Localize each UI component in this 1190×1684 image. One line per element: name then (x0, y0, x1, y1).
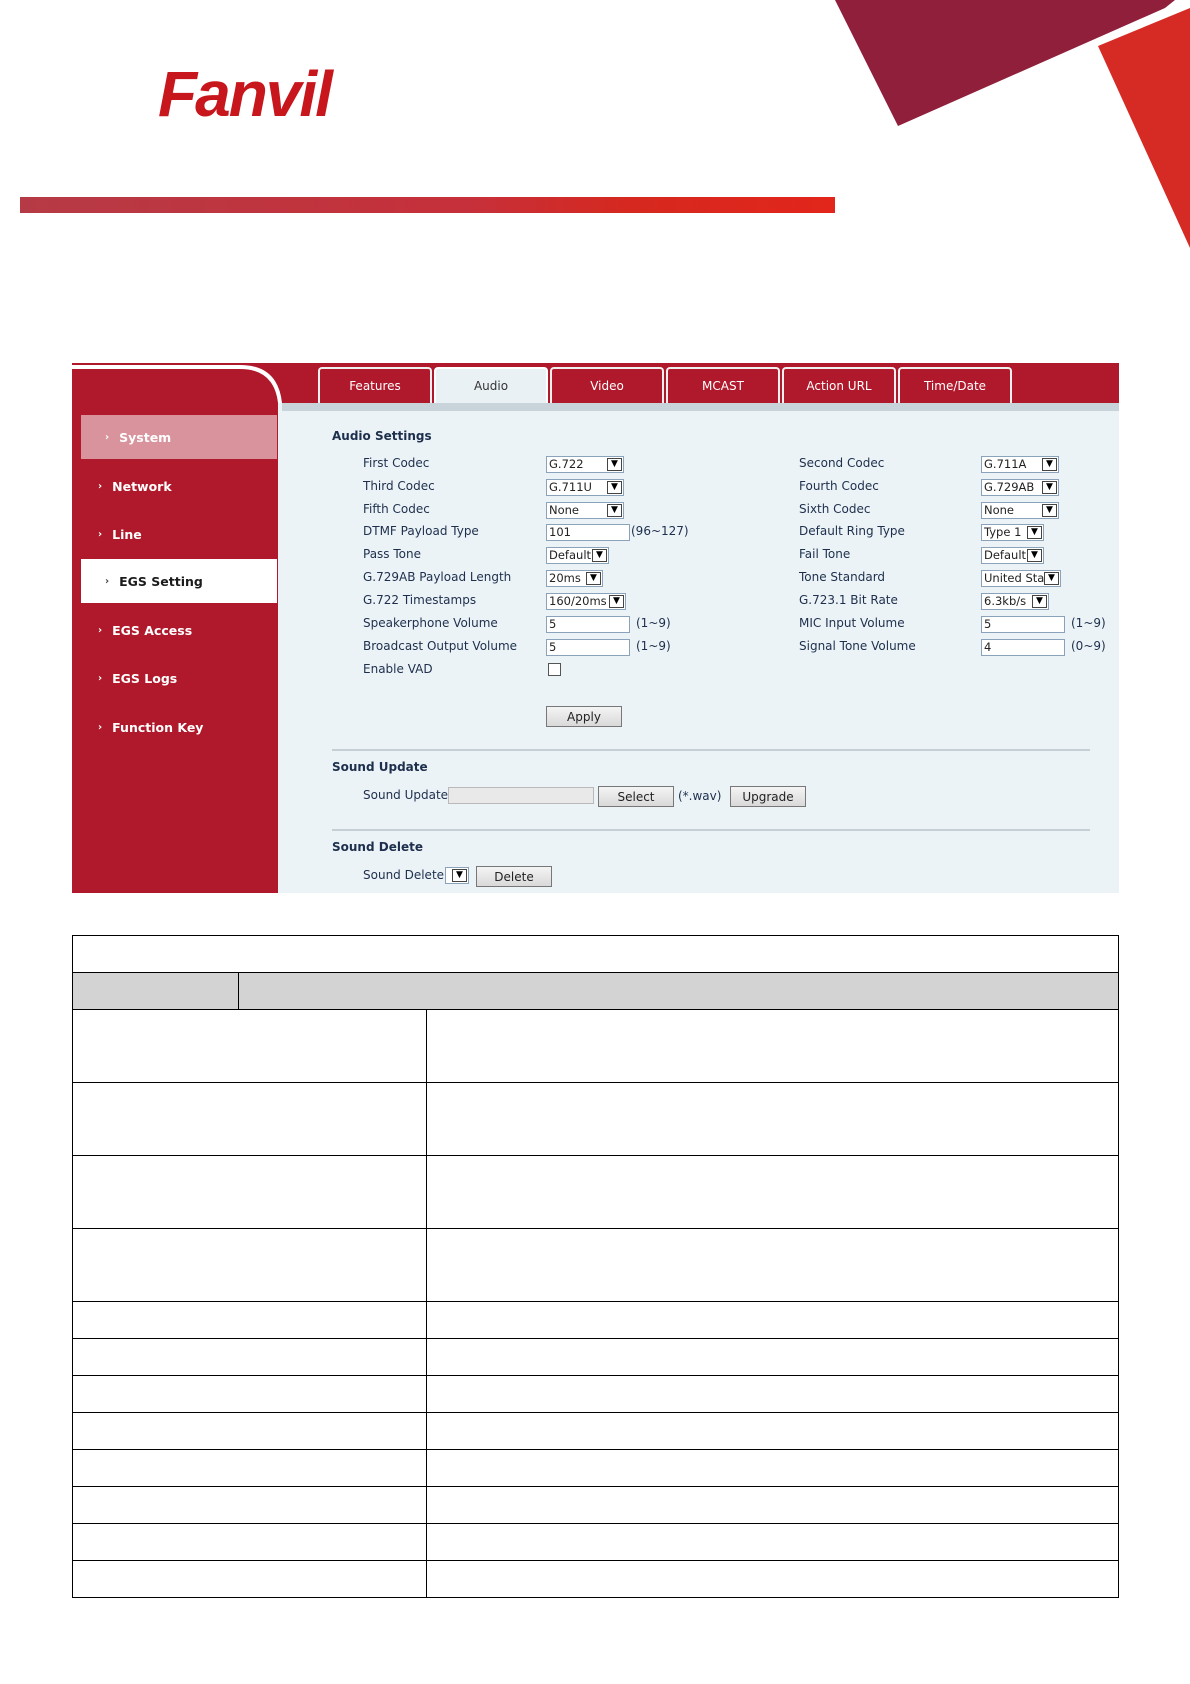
sidebar-item-label: Function Key (112, 719, 204, 735)
g729ab-length-value: 20ms (549, 571, 581, 585)
delete-button[interactable]: Delete (476, 866, 552, 887)
g7231-bitrate-select[interactable] (981, 593, 1049, 610)
third-codec-value: G.711U (549, 480, 592, 494)
sidebar-item-egs-access[interactable] (72, 608, 268, 652)
table-row (73, 1487, 1119, 1524)
chevron-down-icon: ▼ (1032, 595, 1047, 608)
first-codec-label: First Codec (363, 456, 430, 470)
sidebar-item-egs-setting[interactable] (81, 559, 277, 603)
upgrade-button[interactable]: Upgrade (730, 786, 806, 807)
chevron-down-icon: ▼ (609, 595, 624, 608)
sound-delete-label: Sound Delete (363, 868, 445, 882)
enable-vad-checkbox[interactable] (548, 663, 561, 676)
table-cell (426, 1229, 1118, 1302)
chevron-right-icon: › (98, 528, 103, 540)
table-row (73, 1229, 1119, 1302)
table-row (73, 1561, 1119, 1598)
fail-tone-value: Default (984, 548, 1027, 562)
g7231-bitrate-value: 6.3kb/s (984, 594, 1027, 608)
tone-standard-select[interactable] (981, 570, 1061, 587)
g729ab-length-select[interactable] (546, 570, 603, 587)
sound-delete-title: Sound Delete (332, 840, 423, 854)
table-cell (73, 1339, 427, 1376)
g729ab-length-label: G.729AB Payload Length (363, 570, 512, 584)
sidebar-top-curve (72, 363, 284, 403)
logo-mark (158, 62, 348, 124)
fail-tone-label: Fail Tone (799, 547, 851, 561)
pass-tone-label: Pass Tone (363, 547, 421, 561)
table-cell (73, 1376, 427, 1413)
chevron-down-icon: ▼ (1027, 549, 1042, 562)
broadcast-volume-input[interactable]: 5 (546, 639, 630, 656)
table-cell (73, 1487, 427, 1524)
sidebar-item-network[interactable] (72, 464, 268, 508)
g7231-bitrate-label: G.723.1 Bit Rate (799, 593, 898, 607)
table-row (73, 1450, 1119, 1487)
default-ring-select[interactable] (981, 524, 1044, 541)
table-row (73, 1302, 1119, 1339)
table-cell (426, 1450, 1118, 1487)
chevron-right-icon: › (98, 624, 103, 636)
signal-tone-volume-label: Signal Tone Volume (799, 639, 916, 653)
fifth-codec-label: Fifth Codec (363, 502, 430, 516)
enable-vad-label: Enable VAD (363, 662, 433, 676)
table-cell (426, 1010, 1118, 1083)
sixth-codec-label: Sixth Codec (799, 502, 871, 516)
g722-timestamps-label: G.722 Timestamps (363, 593, 477, 607)
chevron-right-icon: › (98, 480, 103, 492)
table-row (73, 1413, 1119, 1450)
third-codec-select[interactable] (546, 479, 624, 496)
chevron-down-icon: ▼ (586, 572, 601, 585)
audio-settings-title: Audio Settings (332, 429, 432, 443)
chevron-down-icon: ▼ (452, 869, 467, 882)
first-codec-value: G.722 (549, 457, 584, 471)
table-header-cell (73, 973, 239, 1010)
signal-tone-volume-hint: (0~9) (1071, 639, 1106, 653)
table-row (73, 1376, 1119, 1413)
apply-button[interactable]: Apply (546, 706, 622, 727)
fail-tone-select[interactable] (981, 547, 1044, 564)
signal-tone-volume-input[interactable]: 4 (981, 639, 1065, 656)
sound-file-hint: (*.wav) (678, 789, 722, 803)
svg-text:Fanvil: Fanvil (158, 62, 331, 124)
sidebar-item-function-key[interactable] (72, 705, 268, 749)
sidebar-item-label: EGS Logs (112, 670, 178, 686)
broadcast-volume-hint: (1~9) (636, 639, 671, 653)
fifth-codec-select[interactable] (546, 502, 624, 519)
speakerphone-volume-input[interactable]: 5 (546, 616, 630, 633)
tab-action-url[interactable]: Action URL (782, 367, 896, 403)
table-row (73, 1156, 1119, 1229)
first-codec-select[interactable] (546, 456, 624, 473)
chevron-down-icon: ▼ (1042, 458, 1057, 471)
table-header-row (73, 973, 1119, 1010)
fourth-codec-value: G.729AB (984, 480, 1035, 494)
default-ring-label: Default Ring Type (799, 524, 905, 538)
section-divider (332, 829, 1090, 831)
mic-volume-input[interactable]: 5 (981, 616, 1065, 633)
chevron-right-icon: › (105, 575, 110, 587)
sixth-codec-value: None (984, 503, 1015, 517)
table-cell (73, 1450, 427, 1487)
table-row (73, 1524, 1119, 1561)
table-cell (73, 1229, 427, 1302)
speakerphone-volume-hint: (1~9) (636, 616, 671, 630)
chevron-down-icon: ▼ (607, 504, 622, 517)
pass-tone-select[interactable] (546, 547, 609, 564)
chevron-right-icon: › (105, 431, 110, 443)
table-cell (73, 1083, 427, 1156)
chevron-right-icon: › (98, 721, 103, 733)
table-cell (73, 1156, 427, 1229)
table-cell (73, 1524, 427, 1561)
dtmf-payload-hint: (96~127) (631, 524, 689, 538)
g722-timestamps-select[interactable] (546, 593, 626, 610)
fifth-codec-value: None (549, 503, 580, 517)
third-codec-label: Third Codec (363, 479, 435, 493)
chevron-down-icon: ▼ (1042, 504, 1057, 517)
pass-tone-value: Default (549, 548, 592, 562)
fanvil-logo (158, 62, 348, 134)
tab-underline-strip (282, 403, 1119, 411)
web-admin-panel (72, 363, 1119, 893)
table-cell (73, 1010, 427, 1083)
table-row (73, 1010, 1119, 1083)
sound-update-title: Sound Update (332, 760, 428, 774)
second-codec-select[interactable] (981, 456, 1059, 473)
second-codec-label: Second Codec (799, 456, 885, 470)
section-divider (332, 749, 1090, 751)
sound-update-label: Sound Update (363, 788, 449, 802)
chevron-down-icon: ▼ (1044, 572, 1059, 585)
fourth-codec-select[interactable] (981, 479, 1059, 496)
sidebar (72, 363, 278, 893)
table-cell (73, 936, 1119, 973)
sidebar-item-label: System (119, 429, 172, 445)
tab-mcast[interactable]: MCAST (666, 367, 780, 403)
mic-volume-hint: (1~9) (1071, 616, 1106, 630)
dtmf-payload-label: DTMF Payload Type (363, 524, 479, 538)
table-title-row (73, 936, 1119, 973)
sidebar-item-egs-logs[interactable] (72, 656, 268, 700)
select-file-button[interactable]: Select (598, 786, 674, 807)
tone-standard-label: Tone Standard (799, 570, 886, 584)
second-codec-value: G.711A (984, 457, 1027, 471)
mic-volume-label: MIC Input Volume (799, 616, 905, 630)
sixth-codec-select[interactable] (981, 502, 1059, 519)
g722-timestamps-value: 160/20ms (549, 594, 607, 608)
tab-time-date[interactable]: Time/Date (898, 367, 1012, 403)
table-cell (426, 1302, 1118, 1339)
sound-delete-select[interactable] (445, 867, 469, 884)
table-cell (426, 1561, 1118, 1598)
chevron-down-icon: ▼ (1027, 526, 1042, 539)
tab-features[interactable]: Features (318, 367, 432, 403)
broadcast-volume-label: Broadcast Output Volume (363, 639, 518, 653)
tone-standard-value: United Sta (984, 571, 1045, 585)
table-cell (73, 1561, 427, 1598)
sidebar-item-label: EGS Access (112, 622, 193, 638)
table-row (73, 1339, 1119, 1376)
table-cell (426, 1524, 1118, 1561)
sidebar-item-system[interactable] (81, 415, 277, 459)
sidebar-item-label: EGS Setting (119, 573, 203, 589)
sound-file-path-input[interactable] (448, 787, 594, 804)
tab-bar (318, 367, 1014, 403)
table-cell (426, 1487, 1118, 1524)
speakerphone-volume-label: Speakerphone Volume (363, 616, 498, 630)
table-cell (426, 1083, 1118, 1156)
parameter-table (72, 935, 1119, 1598)
chevron-down-icon: ▼ (592, 549, 607, 562)
header-stripe (20, 197, 835, 213)
tab-audio[interactable]: Audio (434, 367, 548, 403)
dtmf-payload-input[interactable]: 101 (546, 524, 630, 541)
sidebar-item-label: Line (112, 526, 142, 542)
chevron-down-icon: ▼ (607, 458, 622, 471)
fourth-codec-label: Fourth Codec (799, 479, 879, 493)
tab-video[interactable]: Video (550, 367, 664, 403)
table-cell (426, 1156, 1118, 1229)
chevron-down-icon: ▼ (1042, 481, 1057, 494)
chevron-down-icon: ▼ (607, 481, 622, 494)
table-header-cell (238, 973, 1118, 1010)
table-cell (73, 1413, 427, 1450)
sidebar-item-line[interactable] (72, 512, 268, 556)
table-cell (426, 1339, 1118, 1376)
sidebar-item-label: Network (112, 478, 172, 494)
audio-settings-content (282, 411, 1119, 893)
table-cell (426, 1376, 1118, 1413)
chevron-right-icon: › (98, 672, 103, 684)
table-row (73, 1083, 1119, 1156)
default-ring-value: Type 1 (984, 525, 1022, 539)
table-cell (426, 1413, 1118, 1450)
table-cell (73, 1302, 427, 1339)
